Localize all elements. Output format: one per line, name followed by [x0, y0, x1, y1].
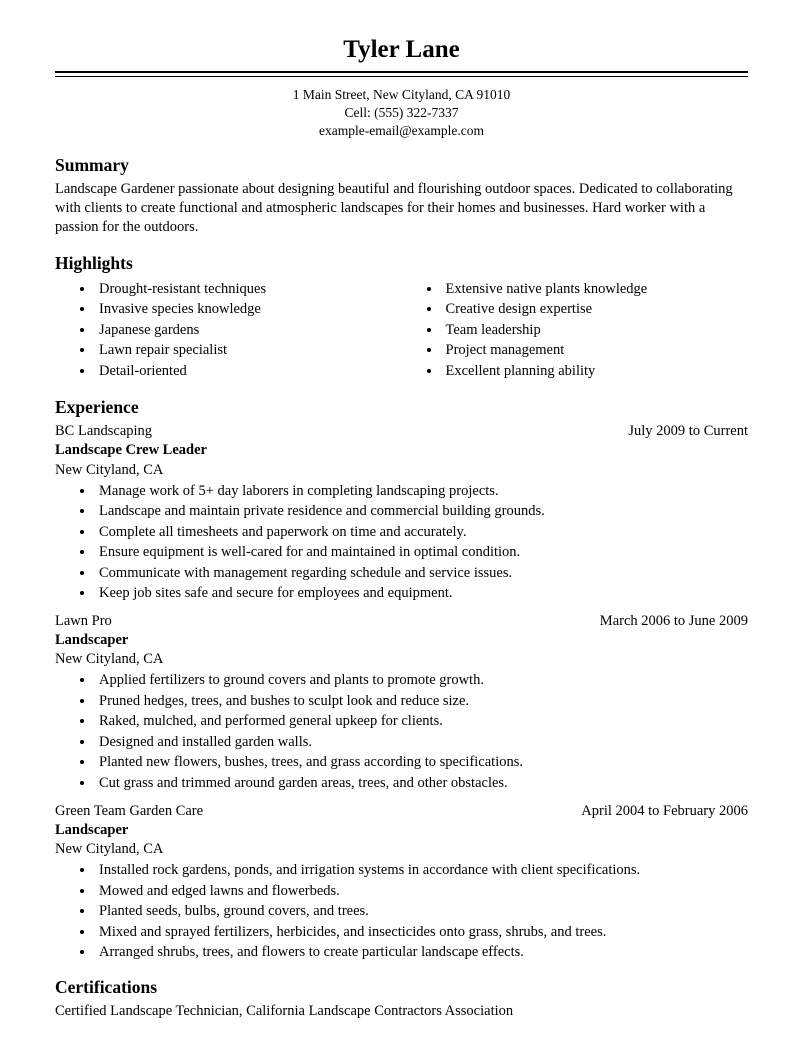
experience-section	[55, 397, 748, 961]
highlight-item: • Detail-oriented	[95, 362, 402, 381]
highlights-heading: Highlights	[55, 252, 133, 273]
certifications-section	[55, 977, 748, 1021]
summary-text: Landscape Gardener passionate about designing beautiful and flourishing outdoor spaces. Dedicated to collaborating with clients to create functional and atmospheric landscapes for their homes and businesses. Hard worker with a passion for the outdoors.	[55, 181, 733, 236]
highlights-right-column	[402, 280, 749, 383]
job-role: Landscape Crew Leader	[55, 442, 207, 459]
job-entry	[55, 612, 748, 793]
job-bullet: • Landscape and maintain private residence and commercial building grounds.	[95, 502, 748, 521]
job-bullet: • Planted seeds, bulbs, ground covers, and trees.	[95, 902, 748, 921]
job-role: Landscaper	[55, 821, 129, 838]
candidate-name: Tyler Lane	[343, 36, 460, 63]
contact-info	[55, 86, 748, 141]
highlight-item: • Creative design expertise	[442, 300, 749, 319]
highlight-item: • Drought-resistant techniques	[95, 280, 402, 299]
highlight-item: • Japanese gardens	[95, 321, 402, 340]
highlight-item: • Lawn repair specialist	[95, 341, 402, 360]
job-entry	[55, 802, 748, 962]
job-role: Landscaper	[55, 632, 129, 649]
job-dates: July 2009 to Current	[628, 423, 748, 440]
contact-cell: Cell: (555) 322-7337	[344, 104, 459, 120]
job-location: New Cityland, CA	[55, 651, 164, 668]
certifications-text: Certified Landscape Technician, California Landscape Contractors Association	[55, 1002, 514, 1019]
job-dates: April 2004 to February 2006	[581, 802, 748, 819]
header-divider	[55, 71, 748, 77]
job-bullet: • Keep job sites safe and secure for employees and equipment.	[95, 584, 748, 603]
resume-header	[55, 36, 748, 140]
highlight-item: • Team leadership	[442, 321, 749, 340]
job-bullet: • Designed and installed garden walls.	[95, 733, 748, 752]
job-bullet: • Complete all timesheets and paperwork on time and accurately.	[95, 523, 748, 542]
job-bullet: • Mixed and sprayed fertilizers, herbicides, and insecticides onto grass, shrubs, and trees.	[95, 923, 748, 942]
job-bullet: • Ensure equipment is well-cared for and maintained in optimal condition.	[95, 543, 748, 562]
job-bullet: • Pruned hedges, trees, and bushes to sculpt look and reduce size.	[95, 692, 748, 711]
job-location: New Cityland, CA	[55, 461, 164, 478]
job-bullet: • Planted new flowers, bushes, trees, and grass according to specifications.	[95, 753, 748, 772]
highlights-left-column	[55, 280, 402, 383]
job-bullet: • Manage work of 5+ day laborers in completing landscaping projects.	[95, 482, 748, 501]
contact-email: example-email@example.com	[319, 122, 484, 138]
experience-heading: Experience	[55, 397, 139, 418]
job-company: BC Landscaping	[55, 423, 153, 440]
job-bullet: • Communicate with management regarding schedule and service issues.	[95, 564, 748, 583]
job-entry	[55, 422, 748, 603]
job-company: Green Team Garden Care	[55, 802, 204, 819]
job-header	[55, 802, 748, 821]
job-bullet-list	[55, 482, 748, 603]
highlight-item: • Invasive species knowledge	[95, 300, 402, 319]
job-bullet: • Arranged shrubs, trees, and flowers to create particular landscape effects.	[95, 943, 748, 962]
job-header	[55, 612, 748, 631]
certifications-heading: Certifications	[55, 976, 158, 997]
summary-section	[55, 155, 748, 237]
job-bullet: • Cut grass and trimmed around garden areas, trees, and other obstacles.	[95, 774, 748, 793]
job-bullet-list	[55, 861, 748, 962]
highlight-item: • Excellent planning ability	[442, 362, 749, 381]
highlight-item: • Project management	[442, 341, 749, 360]
highlights-columns	[55, 278, 748, 383]
job-bullet: • Installed rock gardens, ponds, and irrigation systems in accordance with client specifications.	[95, 861, 748, 880]
job-company: Lawn Pro	[55, 612, 112, 629]
job-location: New Cityland, CA	[55, 840, 164, 857]
highlight-item: • Extensive native plants knowledge	[442, 280, 749, 299]
job-bullet-list	[55, 671, 748, 792]
job-bullet: • Mowed and edged lawns and flowerbeds.	[95, 882, 748, 901]
contact-address: 1 Main Street, New Cityland, CA 91010	[292, 86, 511, 102]
summary-heading: Summary	[55, 155, 129, 176]
job-header	[55, 422, 748, 441]
highlights-section	[55, 253, 748, 383]
job-bullet: • Applied fertilizers to ground covers and plants to promote growth.	[95, 671, 748, 690]
job-dates: March 2006 to June 2009	[599, 612, 748, 629]
job-bullet: • Raked, mulched, and performed general upkeep for clients.	[95, 712, 748, 731]
